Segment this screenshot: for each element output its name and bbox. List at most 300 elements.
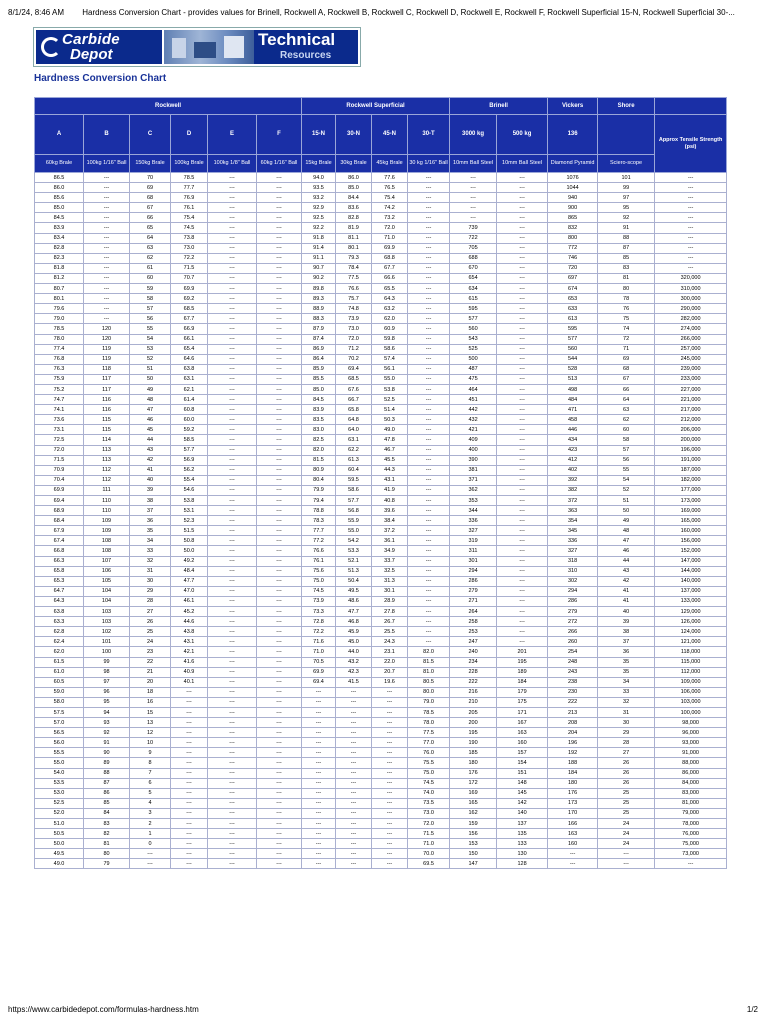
- table-cell: 84.4: [336, 193, 372, 203]
- table-cell: 73.5: [408, 798, 450, 808]
- table-cell: ---: [408, 284, 450, 294]
- table-cell: 38: [130, 496, 171, 506]
- table-cell: ---: [372, 768, 408, 778]
- table-cell: 24: [598, 829, 655, 839]
- table-cell: 88.9: [302, 304, 336, 314]
- table-cell: 10: [130, 738, 171, 748]
- table-cell: 119: [84, 344, 130, 354]
- table-cell: 78.0: [35, 334, 84, 344]
- table-cell: 18: [130, 687, 171, 697]
- table-cell: 37.2: [372, 526, 408, 536]
- table-cell: 88: [598, 233, 655, 243]
- table-cell: 44.3: [372, 465, 408, 475]
- table-cell: 91.1: [302, 253, 336, 263]
- table-cell: 91: [598, 223, 655, 233]
- table-cell: 76.3: [35, 364, 84, 374]
- table-cell: ---: [408, 637, 450, 647]
- sub-header-f: 60kg 1/16" Ball: [257, 155, 302, 173]
- table-cell: 46: [130, 415, 171, 425]
- table-cell: 35: [598, 667, 655, 677]
- table-cell: ---: [257, 273, 302, 283]
- table-cell: 82.0: [408, 647, 450, 657]
- table-cell: 13: [130, 718, 171, 728]
- table-cell: 99: [84, 657, 130, 667]
- table-cell: ---: [372, 728, 408, 738]
- table-cell: 58: [130, 294, 171, 304]
- table-cell: 113: [84, 455, 130, 465]
- table-cell: 56.8: [336, 506, 372, 516]
- table-cell: ---: [257, 395, 302, 405]
- table-cell: ---: [655, 173, 727, 183]
- table-cell: 9: [130, 748, 171, 758]
- table-cell: ---: [408, 445, 450, 455]
- table-cell: ---: [336, 718, 372, 728]
- table-cell: 64.3: [35, 596, 84, 606]
- table-cell: ---: [655, 859, 727, 869]
- table-cell: ---: [548, 859, 598, 869]
- table-cell: 61.0: [35, 667, 84, 677]
- table-cell: ---: [497, 445, 548, 455]
- table-cell: ---: [302, 738, 336, 748]
- table-row: [35, 324, 727, 334]
- table-cell: 67.6: [336, 384, 372, 394]
- table-cell: ---: [336, 778, 372, 788]
- table-cell: 300,000: [655, 294, 727, 304]
- table-row: [35, 284, 727, 294]
- table-row: [35, 193, 727, 203]
- table-cell: 160: [497, 738, 548, 748]
- table-cell: 39: [130, 485, 171, 495]
- table-cell: 51.3: [336, 566, 372, 576]
- table-cell: 29: [598, 728, 655, 738]
- table-cell: 286: [548, 596, 598, 606]
- table-cell: 34: [598, 677, 655, 687]
- carbide-depot-logo[interactable]: [36, 30, 162, 64]
- table-cell: ---: [408, 304, 450, 314]
- table-cell: ---: [497, 425, 548, 435]
- table-row: [35, 758, 727, 768]
- table-cell: ---: [257, 223, 302, 233]
- table-cell: 234: [450, 657, 497, 667]
- table-cell: 84.5: [35, 213, 84, 223]
- table-cell: 65.3: [35, 576, 84, 586]
- table-cell: 154: [497, 758, 548, 768]
- table-cell: ---: [257, 475, 302, 485]
- table-cell: 22: [130, 657, 171, 667]
- table-cell: 66: [130, 213, 171, 223]
- table-cell: ---: [257, 526, 302, 536]
- table-cell: 739: [450, 223, 497, 233]
- table-cell: 722: [450, 233, 497, 243]
- table-cell: 70: [130, 173, 171, 183]
- table-cell: ---: [208, 183, 257, 193]
- table-cell: ---: [598, 849, 655, 859]
- table-cell: ---: [208, 314, 257, 324]
- table-cell: 294: [548, 586, 598, 596]
- table-cell: 80.4: [302, 475, 336, 485]
- table-cell: 688: [450, 253, 497, 263]
- table-cell: 27.8: [372, 607, 408, 617]
- table-cell: ---: [84, 284, 130, 294]
- table-row: [35, 566, 727, 576]
- print-header: [8, 8, 760, 17]
- table-cell: 119: [84, 354, 130, 364]
- table-cell: 45.5: [372, 455, 408, 465]
- table-cell: 271: [450, 596, 497, 606]
- table-cell: 301: [450, 556, 497, 566]
- table-cell: 49: [598, 516, 655, 526]
- table-cell: 940: [548, 193, 598, 203]
- table-row: [35, 536, 727, 546]
- group-header-shore: Shore: [598, 98, 655, 115]
- table-cell: 144,000: [655, 566, 727, 576]
- table-row: [35, 203, 727, 213]
- table-cell: 83.5: [302, 415, 336, 425]
- table-cell: ---: [497, 617, 548, 627]
- table-cell: ---: [497, 384, 548, 394]
- table-cell: ---: [408, 263, 450, 273]
- table-cell: ---: [208, 324, 257, 334]
- table-cell: ---: [372, 859, 408, 869]
- table-row: [35, 243, 727, 253]
- table-row: [35, 718, 727, 728]
- scale-header-shore: [598, 115, 655, 155]
- table-cell: 49.0: [35, 859, 84, 869]
- table-cell: ---: [497, 243, 548, 253]
- table-row: [35, 273, 727, 283]
- table-cell: ---: [450, 193, 497, 203]
- site-logo-banner[interactable]: [33, 27, 361, 67]
- table-cell: 173: [548, 798, 598, 808]
- table-cell: 400: [450, 445, 497, 455]
- table-cell: 77.2: [302, 536, 336, 546]
- table-cell: 72.0: [372, 223, 408, 233]
- table-cell: ---: [408, 203, 450, 213]
- table-cell: 294: [450, 566, 497, 576]
- table-cell: 77.5: [336, 273, 372, 283]
- table-cell: ---: [208, 334, 257, 344]
- table-cell: ---: [257, 667, 302, 677]
- table-cell: 392: [548, 475, 598, 485]
- table-cell: 79.9: [302, 485, 336, 495]
- table-cell: 33.7: [372, 556, 408, 566]
- table-cell: ---: [655, 193, 727, 203]
- table-cell: 101: [84, 637, 130, 647]
- table-cell: ---: [171, 728, 208, 738]
- table-cell: 51.5: [171, 526, 208, 536]
- table-cell: 29: [130, 586, 171, 596]
- table-cell: 240: [450, 647, 497, 657]
- table-cell: 82.0: [302, 445, 336, 455]
- table-cell: 81.9: [336, 223, 372, 233]
- table-cell: ---: [497, 364, 548, 374]
- table-cell: ---: [257, 839, 302, 849]
- table-cell: 772: [548, 243, 598, 253]
- table-cell: ---: [450, 173, 497, 183]
- scale-header-136: 136: [548, 115, 598, 155]
- table-cell: 157: [497, 748, 548, 758]
- table-cell: ---: [408, 576, 450, 586]
- table-cell: 91: [84, 738, 130, 748]
- scale-header-a: A: [35, 115, 84, 155]
- table-cell: ---: [450, 183, 497, 193]
- table-cell: 92.9: [302, 203, 336, 213]
- table-cell: ---: [497, 213, 548, 223]
- table-cell: ---: [408, 506, 450, 516]
- table-cell: ---: [336, 697, 372, 707]
- table-cell: 39.6: [372, 506, 408, 516]
- table-cell: ---: [408, 475, 450, 485]
- scale-header-f: F: [257, 115, 302, 155]
- table-cell: 498: [548, 384, 598, 394]
- table-cell: ---: [497, 294, 548, 304]
- table-cell: ---: [372, 738, 408, 748]
- table-cell: ---: [84, 193, 130, 203]
- table-cell: 15: [130, 707, 171, 717]
- table-cell: 85.0: [35, 203, 84, 213]
- table-cell: 75.0: [302, 576, 336, 586]
- table-cell: 61.5: [35, 657, 84, 667]
- table-cell: 71.5: [171, 263, 208, 273]
- table-cell: 52.3: [171, 516, 208, 526]
- group-header-rockwell-superficial: Rockwell Superficial: [302, 98, 450, 115]
- table-cell: 63.1: [336, 435, 372, 445]
- table-cell: ---: [497, 435, 548, 445]
- table-cell: ---: [372, 707, 408, 717]
- table-cell: 28: [598, 738, 655, 748]
- table-cell: 120: [84, 334, 130, 344]
- table-cell: ---: [208, 374, 257, 384]
- table-row: [35, 768, 727, 778]
- table-cell: 62.4: [35, 637, 84, 647]
- table-cell: ---: [257, 314, 302, 324]
- table-cell: 73.1: [35, 425, 84, 435]
- scale-header-45n: 45-N: [372, 115, 408, 155]
- table-cell: 27: [598, 748, 655, 758]
- table-cell: ---: [257, 808, 302, 818]
- table-cell: ---: [497, 556, 548, 566]
- table-cell: ---: [257, 344, 302, 354]
- table-cell: 36: [598, 647, 655, 657]
- table-cell: ---: [408, 485, 450, 495]
- table-body: [35, 173, 727, 869]
- table-cell: 70.2: [336, 354, 372, 364]
- table-cell: ---: [257, 788, 302, 798]
- table-cell: 55.0: [35, 758, 84, 768]
- table-cell: 185: [450, 748, 497, 758]
- table-cell: ---: [655, 183, 727, 193]
- table-cell: 68.5: [171, 304, 208, 314]
- table-cell: ---: [257, 546, 302, 556]
- table-cell: 111: [84, 485, 130, 495]
- table-cell: 196: [548, 738, 598, 748]
- table-cell: 191,000: [655, 455, 727, 465]
- table-cell: ---: [208, 748, 257, 758]
- hardness-conversion-table: [34, 97, 727, 869]
- table-cell: 63.3: [35, 617, 84, 627]
- table-cell: 65.4: [171, 344, 208, 354]
- table-cell: 76.1: [171, 203, 208, 213]
- table-cell: 336: [548, 536, 598, 546]
- table-cell: ---: [257, 859, 302, 869]
- table-cell: 71.0: [372, 233, 408, 243]
- table-cell: ---: [497, 263, 548, 273]
- table-cell: 93,000: [655, 738, 727, 748]
- table-cell: ---: [208, 607, 257, 617]
- table-cell: 109: [84, 526, 130, 536]
- table-cell: ---: [302, 687, 336, 697]
- table-cell: 110: [84, 506, 130, 516]
- table-cell: 52.0: [35, 808, 84, 818]
- table-cell: ---: [372, 849, 408, 859]
- table-cell: 0: [130, 839, 171, 849]
- table-row: [35, 304, 727, 314]
- table-cell: 103,000: [655, 697, 727, 707]
- table-cell: 83.9: [302, 405, 336, 415]
- table-cell: 137,000: [655, 586, 727, 596]
- table-cell: 85: [598, 253, 655, 263]
- table-cell: 42: [130, 455, 171, 465]
- table-cell: ---: [497, 506, 548, 516]
- table-cell: 40.8: [372, 496, 408, 506]
- tool-image-3: [224, 36, 244, 58]
- table-cell: 60.0: [171, 415, 208, 425]
- table-cell: ---: [302, 707, 336, 717]
- table-cell: 81.5: [408, 657, 450, 667]
- table-cell: 64.7: [35, 586, 84, 596]
- table-cell: ---: [257, 707, 302, 717]
- table-row: [35, 788, 727, 798]
- table-cell: ---: [171, 768, 208, 778]
- table-cell: 40: [130, 475, 171, 485]
- table-cell: 53.0: [35, 788, 84, 798]
- table-cell: 92: [84, 728, 130, 738]
- table-cell: 33: [598, 687, 655, 697]
- table-cell: ---: [336, 738, 372, 748]
- table-cell: 464: [450, 384, 497, 394]
- table-cell: ---: [208, 808, 257, 818]
- table-row: [35, 586, 727, 596]
- table-cell: 46.1: [171, 596, 208, 606]
- table-cell: 62.0: [372, 314, 408, 324]
- table-cell: 30: [130, 576, 171, 586]
- table-row: [35, 425, 727, 435]
- table-cell: ---: [497, 273, 548, 283]
- sub-header-d: 100kg Brale: [171, 155, 208, 173]
- table-cell: 103: [84, 607, 130, 617]
- table-cell: ---: [208, 364, 257, 374]
- table-cell: ---: [302, 758, 336, 768]
- table-cell: ---: [208, 778, 257, 788]
- table-cell: 88,000: [655, 758, 727, 768]
- table-cell: 87.9: [302, 324, 336, 334]
- table-cell: 92.2: [302, 223, 336, 233]
- table-cell: ---: [408, 334, 450, 344]
- table-cell: 26: [130, 617, 171, 627]
- table-cell: 63: [598, 405, 655, 415]
- table-cell: 73.2: [372, 213, 408, 223]
- table-row: [35, 859, 727, 869]
- table-cell: ---: [208, 496, 257, 506]
- table-cell: 230: [548, 687, 598, 697]
- table-cell: ---: [208, 455, 257, 465]
- table-cell: ---: [208, 849, 257, 859]
- scale-header-e: E: [208, 115, 257, 155]
- table-cell: 78.5: [171, 173, 208, 183]
- table-cell: 80.7: [35, 284, 84, 294]
- table-cell: ---: [408, 465, 450, 475]
- print-page-number: 1/2: [746, 1005, 758, 1014]
- table-cell: 42.3: [336, 667, 372, 677]
- table-cell: ---: [208, 758, 257, 768]
- table-cell: ---: [497, 233, 548, 243]
- table-cell: 69.2: [171, 294, 208, 304]
- table-cell: ---: [408, 193, 450, 203]
- table-cell: 91.4: [302, 243, 336, 253]
- table-row: [35, 667, 727, 677]
- table-cell: 74.5: [302, 586, 336, 596]
- sub-header-30t: 30 kg 1/16" Ball: [408, 155, 450, 173]
- table-cell: 83,000: [655, 788, 727, 798]
- table-cell: 69: [598, 354, 655, 364]
- table-cell: ---: [257, 758, 302, 768]
- table-cell: 145: [497, 788, 548, 798]
- table-cell: 41: [598, 586, 655, 596]
- table-cell: ---: [257, 778, 302, 788]
- table-cell: 65.8: [336, 405, 372, 415]
- table-cell: 75.6: [302, 566, 336, 576]
- table-cell: 67: [130, 203, 171, 213]
- table-cell: 83: [598, 263, 655, 273]
- table-cell: 50: [598, 506, 655, 516]
- table-cell: ---: [497, 475, 548, 485]
- table-row: [35, 697, 727, 707]
- table-cell: 48.4: [171, 566, 208, 576]
- table-cell: ---: [372, 758, 408, 768]
- table-cell: 800: [548, 233, 598, 243]
- table-cell: ---: [257, 748, 302, 758]
- table-cell: 90: [84, 748, 130, 758]
- table-cell: ---: [208, 506, 257, 516]
- table-cell: 73.3: [302, 607, 336, 617]
- table-cell: ---: [408, 243, 450, 253]
- table-cell: 320,000: [655, 273, 727, 283]
- table-cell: 67.7: [171, 314, 208, 324]
- table-cell: ---: [302, 768, 336, 778]
- table-row: [35, 647, 727, 657]
- table-cell: 336: [450, 516, 497, 526]
- table-cell: 106: [84, 566, 130, 576]
- table-cell: 37: [598, 637, 655, 647]
- table-cell: ---: [497, 354, 548, 364]
- table-cell: ---: [497, 485, 548, 495]
- table-cell: 210: [450, 697, 497, 707]
- sub-header-c: 150kg Brale: [130, 155, 171, 173]
- table-cell: 6: [130, 778, 171, 788]
- table-cell: ---: [257, 435, 302, 445]
- table-cell: 3: [130, 808, 171, 818]
- table-cell: ---: [208, 516, 257, 526]
- table-cell: 45.9: [336, 627, 372, 637]
- table-cell: 8: [130, 758, 171, 768]
- table-cell: 81.2: [35, 273, 84, 283]
- table-cell: ---: [497, 566, 548, 576]
- table-cell: 30.1: [372, 586, 408, 596]
- table-cell: 720: [548, 263, 598, 273]
- group-header-brinell: Brinell: [450, 98, 548, 115]
- table-cell: 66.8: [35, 546, 84, 556]
- table-cell: 195: [450, 728, 497, 738]
